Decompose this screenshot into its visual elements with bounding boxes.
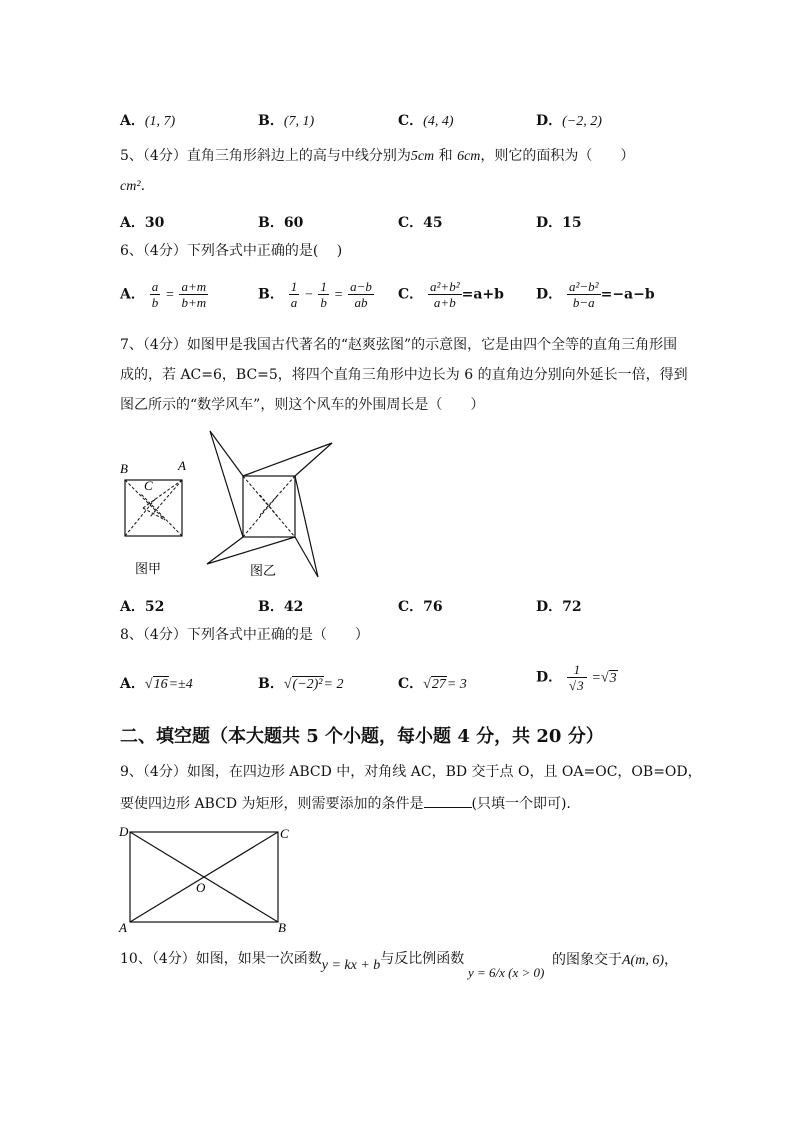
q10-text-2: 与反比例函数	[380, 951, 465, 967]
denominator: ab	[354, 295, 368, 310]
option-letter: D．	[536, 286, 563, 303]
q5-unit: cm²．	[120, 179, 155, 194]
q4-option-d	[536, 110, 602, 130]
q10-text-3: 的图象交于	[552, 952, 622, 968]
q5-value-1: 5cm	[410, 149, 435, 164]
q8-option-d	[536, 662, 618, 693]
option-letter: C．	[398, 215, 424, 231]
q5-option-d	[536, 212, 582, 232]
q7-figures	[110, 425, 350, 585]
fraction	[348, 279, 374, 310]
q8-stem: 8、（4分）下列各式中正确的是（ ）	[120, 627, 369, 643]
q4-option-a	[120, 110, 175, 130]
q7-option-b	[258, 596, 303, 616]
numerator: a−b	[350, 279, 372, 294]
numerator: a	[151, 279, 159, 294]
option-letter: D．	[536, 113, 563, 129]
q6-option-a	[120, 279, 208, 310]
figure-yi-caption: 图乙	[250, 564, 277, 579]
pt-c-label: C	[280, 826, 289, 841]
equals: =	[333, 287, 344, 303]
denominator: b	[320, 295, 327, 310]
q10-text: 10、（4分）如图，如果一次函数	[120, 951, 322, 967]
jia-dashed-lines	[125, 480, 182, 536]
q5-text-tail: ，则它的面积为（ ）	[480, 148, 635, 164]
q9-line-1: 9、（4分）如图，在四边形 ABCD 中，对角线 AC，BD 交于点 O，且 OA=OC，OB=OD，	[120, 764, 702, 780]
q5-value-2: 6cm	[457, 149, 481, 164]
option-text: 42	[283, 599, 304, 615]
linear-function: y = kx + b	[321, 958, 381, 973]
q7-line-3: 图乙所示的“数学风车”，则这个风车的外围周长是（ ）	[120, 397, 485, 413]
denominator: a+b	[433, 295, 456, 310]
q6-option-c	[398, 279, 504, 310]
option-text: 30	[144, 215, 165, 231]
sqrt-sign: √	[600, 670, 609, 686]
option-text: 76	[423, 599, 443, 615]
option-letter: D．	[536, 599, 563, 615]
rhs: =−a−b	[600, 286, 655, 303]
numerator: a²+b²	[430, 279, 460, 294]
q6-option-d	[536, 279, 655, 310]
numerator: a+m	[181, 279, 207, 294]
option-letter: A．	[120, 113, 145, 129]
q5-stem	[120, 149, 634, 164]
numerator: 1	[567, 662, 587, 678]
q9-line-2	[120, 795, 571, 811]
pt-d-label: D	[119, 824, 129, 839]
q7-line-1: 7、（4分）如图甲是我国古代著名的“赵爽弦图”的示意图，它是由四个全等的直角三角形围	[120, 337, 678, 353]
q7-option-c	[398, 596, 443, 616]
option-letter: B．	[258, 286, 284, 303]
pt-o-label: O	[196, 880, 206, 895]
section-2-title: 二、填空题（本大题共 5 个小题，每小题 4 分，共 20 分）	[120, 726, 604, 747]
q10-stem	[120, 951, 465, 973]
option-text: 45	[423, 215, 443, 231]
q7-option-d	[536, 596, 582, 616]
answer-blank[interactable]	[424, 795, 472, 808]
q7-line-2: 成的，若 AC=6，BC=5，将四个直角三角形中边长为 6 的直角边分别向外延长一倍，得到	[120, 367, 688, 383]
q6-stem: 6、（4分）下列各式中正确的是( )	[120, 243, 343, 259]
numerator: 1	[290, 279, 298, 294]
option-letter: C．	[398, 599, 424, 615]
option-text: 15	[562, 215, 582, 231]
radicand: 16	[153, 677, 168, 692]
option-letter: A．	[120, 286, 145, 303]
option-letter: A．	[120, 676, 145, 692]
figure-jia	[120, 458, 186, 577]
figure-yi	[207, 431, 332, 579]
option-text: (−2, 2)	[562, 114, 602, 129]
pt-b-label: B	[278, 920, 286, 935]
option-letter: B．	[258, 599, 284, 615]
q6-option-b	[258, 279, 374, 310]
fraction	[428, 279, 462, 310]
sqrt-sign: √	[423, 677, 431, 692]
minus: −	[304, 287, 314, 303]
q5-option-a	[120, 212, 164, 232]
pt-b-label: B	[120, 461, 128, 476]
q5-option-b	[258, 212, 303, 232]
q4-option-b	[258, 110, 314, 130]
rhs: =a+b	[461, 286, 504, 303]
option-letter: D．	[536, 215, 563, 231]
option-letter: B．	[258, 113, 284, 129]
option-letter: D．	[536, 669, 563, 686]
yi-dashed-lines	[243, 476, 295, 537]
option-text: (1, 7)	[144, 114, 176, 129]
pt-a-label: A	[119, 920, 127, 935]
q8-option-a	[120, 673, 193, 693]
fraction	[567, 279, 601, 310]
denominator: a	[290, 295, 298, 310]
option-letter: A．	[120, 215, 145, 231]
denominator: b−a	[572, 295, 595, 310]
option-text: 60	[283, 215, 304, 231]
q10-comma: ，	[664, 952, 678, 968]
equals: =	[165, 287, 175, 303]
fraction	[567, 662, 587, 693]
sqrt-sign: √	[144, 677, 153, 692]
q9-text-tail: (只填一个即可).	[471, 796, 571, 812]
radicand: 27	[431, 677, 446, 692]
radicand: 3	[609, 670, 617, 686]
point-a: A(m, 6)	[622, 953, 664, 968]
option-text: 72	[562, 599, 582, 615]
sqrt-sign: √	[283, 677, 292, 692]
q8-option-b	[258, 673, 343, 693]
q8-option-c	[398, 673, 467, 693]
option-letter: C．	[398, 113, 424, 129]
option-letter: C．	[398, 676, 424, 692]
fraction	[150, 279, 161, 310]
q4-option-c	[398, 110, 453, 130]
denominator: b+m	[181, 295, 207, 310]
numerator: 1	[320, 279, 327, 294]
q10-stem-tail	[552, 953, 678, 968]
pt-a-label: A	[178, 458, 186, 473]
figure-jia-caption: 图甲	[135, 562, 162, 577]
rhs: =±4	[168, 677, 193, 692]
denominator: b	[151, 295, 159, 310]
radicand: 3	[577, 678, 584, 693]
pt-c-label: C	[144, 478, 153, 493]
q5-option-c	[398, 212, 443, 232]
fraction	[289, 279, 300, 310]
q5-text-mid: 和	[438, 148, 453, 164]
denominator	[567, 678, 587, 693]
option-text: (4, 4)	[423, 114, 454, 129]
q9-text: 要使四边形 ABCD 为矩形，则需要添加的条件是	[120, 796, 424, 812]
option-letter: A．	[120, 599, 145, 615]
sqrt-sign: √	[569, 678, 577, 693]
equals: =	[591, 670, 601, 686]
fraction	[179, 279, 208, 310]
option-text: (7, 1)	[283, 114, 315, 129]
inverse-function: y = 6/x (x > 0)	[468, 965, 545, 980]
radicand: (−2)²	[292, 677, 323, 692]
option-letter: B．	[258, 215, 284, 231]
q7-option-a	[120, 596, 164, 616]
q9-rectangle-figure	[115, 822, 295, 937]
rhs: = 3	[446, 677, 467, 692]
option-letter: C．	[398, 286, 424, 303]
q5-text: 5、（4分）直角三角形斜边上的高与中线分别为	[120, 148, 411, 164]
option-letter: B．	[258, 676, 284, 692]
option-text: 52	[144, 599, 165, 615]
numerator: a²−b²	[569, 279, 599, 294]
fraction	[318, 279, 329, 310]
rhs: = 2	[323, 677, 344, 692]
